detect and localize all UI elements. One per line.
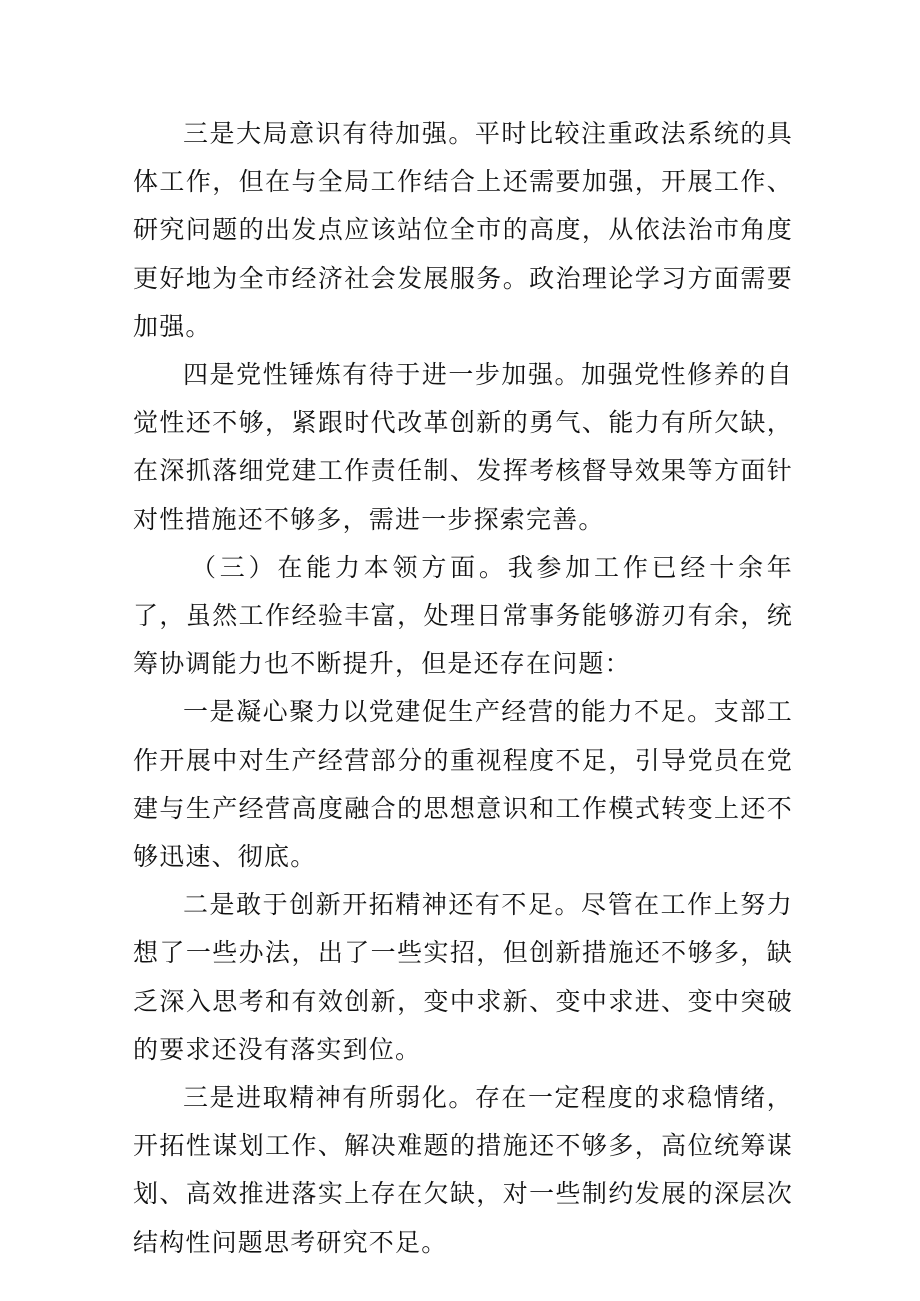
- paragraph-party-spirit: 四是党性锤炼有待于进一步加强。加强党性修养的自觉性还不够，紧跟时代改革创新的勇气、能力有所欠缺，在深抓落细党建工作责任制、发挥考核督导效果等方面针对性措施还不够多，需进一步探索完善。: [133, 360, 793, 534]
- document-body: [133, 110, 793, 1267]
- paragraph-innovation: 二是敢于创新开拓精神还有不足。尽管在工作上努力想了一些办法，出了一些实招，但创新措施还不够多，缺乏深入思考和有效创新，变中求新、变中求进、变中突破的要求还没有落实到位。: [133, 890, 793, 1064]
- paragraph-section-ability: （三）在能力本领方面。我参加工作已经十余年了，虽然工作经验丰富，处理日常事务能够游刃有余，统筹协调能力也不断提升，但是还存在问题：: [133, 552, 793, 679]
- paragraph-cohesion: 一是凝心聚力以党建促生产经营的能力不足。支部工作开展中对生产经营部分的重视程度不足，引导党员在党建与生产经营高度融合的思想意识和工作模式转变上还不够迅速、彻底。: [133, 697, 793, 872]
- paragraph-overall-awareness: 三是大局意识有待加强。平时比较注重政法系统的具体工作，但在与全局工作结合上还需要加强，开展工作、研究问题的出发点应该站位全市的高度，从依法治市角度更好地为全市经济社会发展服务。政治理论学习方面需要加强。: [133, 119, 793, 341]
- paragraph-enterprising: 三是进取精神有所弱化。存在一定程度的求稳情绪，开拓性谋划工作、解决难题的措施还不够多，高位统筹谋划、高效推进落实上存在欠缺，对一些制约发展的深层次结构性问题思考研究不足。: [133, 1083, 793, 1257]
